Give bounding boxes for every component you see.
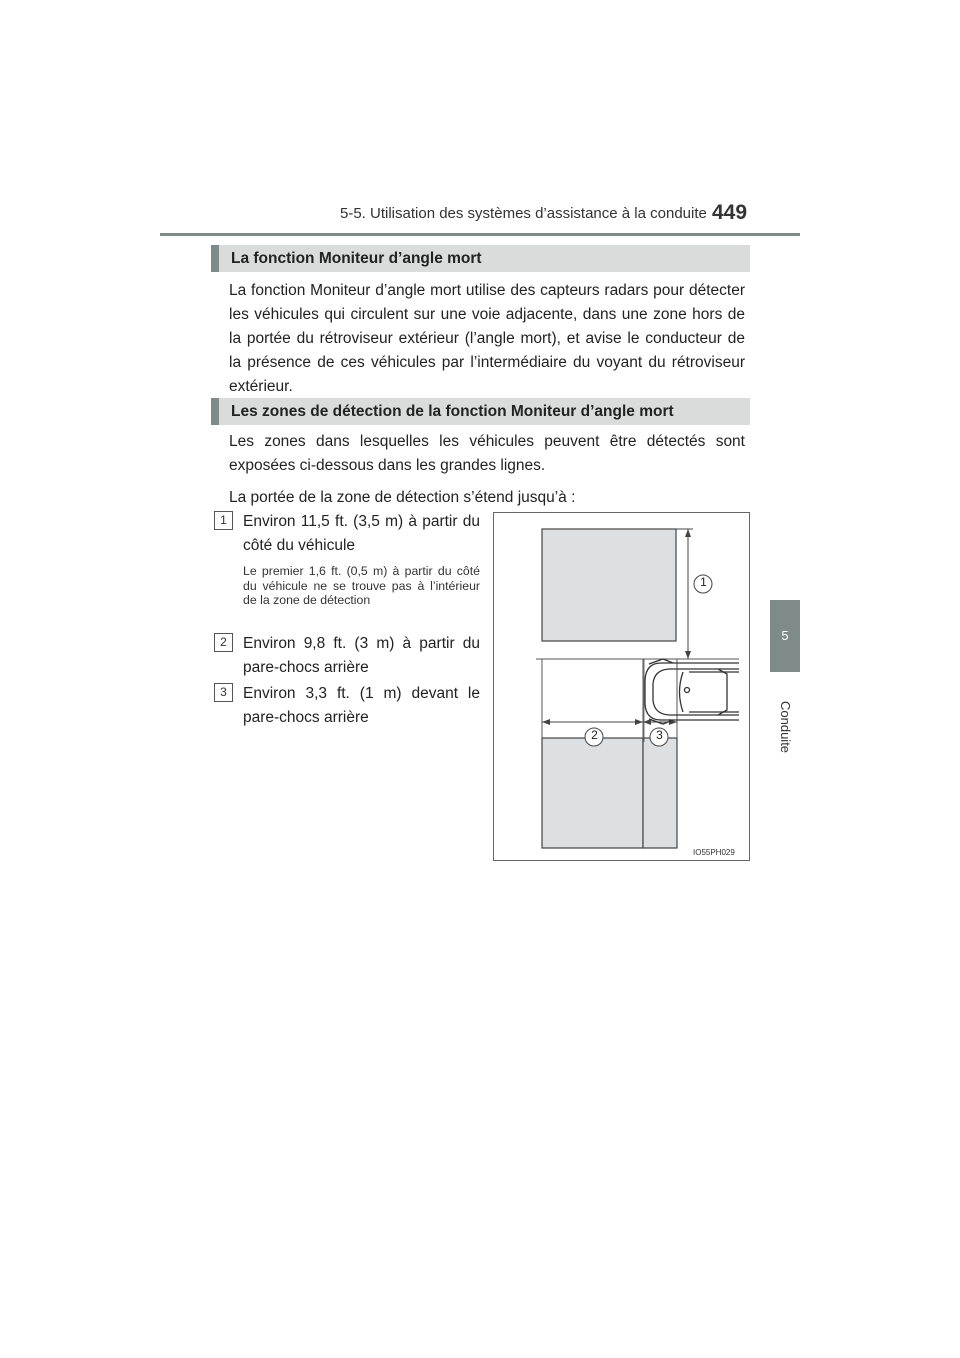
page-number: 449 (712, 201, 748, 224)
chapter-tab: 5 (770, 600, 800, 672)
item-1-text: Environ 11,5 ft. (3,5 m) à partir du côté du véhicule (243, 513, 480, 554)
callout-2-label: 2 (591, 728, 598, 742)
item-number-3: 3 (214, 683, 233, 702)
zone-front-of-bumper-area (643, 738, 677, 848)
zone-side-area (542, 529, 676, 641)
callout-1-label: 1 (700, 575, 707, 589)
item-1-note: Le premier 1,6 ft. (0,5 m) à partir du côté du véhicule ne se trouve pas à l’intérieur de la zone de détection (243, 564, 480, 607)
header-rule (160, 233, 800, 236)
detection-zones-description: Les zones dans lesquelles les véhicules peuvent être détectés sont exposées ci-dessous dans les grandes lignes. (229, 433, 745, 474)
detection-range-intro: La portée de la zone de détection s’étend jusqu’à : (229, 489, 576, 506)
callout-3-label: 3 (656, 728, 663, 742)
section-heading-blind-spot-function: La fonction Moniteur d’angle mort (211, 245, 750, 272)
item-number-2: 2 (214, 633, 233, 652)
chapter-tab-label: Conduite (778, 701, 793, 754)
item-number-1: 1 (214, 511, 233, 530)
blind-spot-description: La fonction Moniteur d’angle mort utilise des capteurs radars pour détecter les véhicules qui circulent sur une voie adjacente, dans une zone hors de la portée du rétroviseur extérieur (l’angle mort), et avise le conducteur de la présence de ces véhicules par l’intermédiaire du voyant du rétroviseur extérieur. (229, 282, 745, 395)
item-3-text: Environ 3,3 ft. (1 m) devant le pare-chocs arrière (243, 685, 480, 726)
section-heading-detection-zones: Les zones de détection de la fonction Moniteur d’angle mort (211, 398, 750, 425)
zone-rear-area (542, 738, 643, 848)
running-header-section: 5-5. Utilisation des systèmes d’assistance à la conduite (340, 205, 707, 222)
figure-code: IO55PH029 (693, 848, 735, 857)
detection-zone-diagram (493, 512, 750, 861)
item-2-text: Environ 9,8 ft. (3 m) à partir du pare-chocs arrière (243, 635, 480, 676)
